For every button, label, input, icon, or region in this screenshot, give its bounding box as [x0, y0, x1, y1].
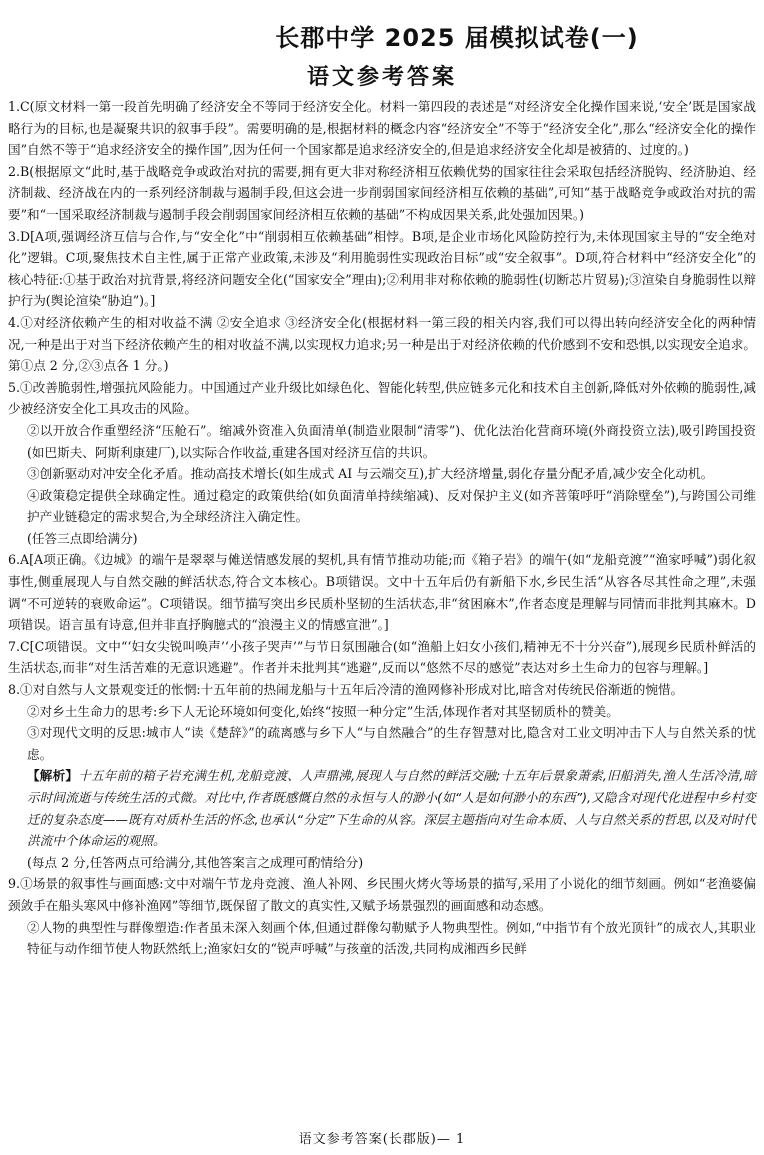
answer-8-scoring-note: (每点 2 分,任答两点可给满分,其他答案言之成理可酌情给分): [27, 854, 364, 870]
answer-5-point-3: ③创新驱动对冲安全化矛盾。推动高技术增长(如生成式 AI 与云端交互),扩大经济增量,弱化存量分配矛盾,减少安全化动机。: [27, 466, 714, 482]
analysis-text: 十五年前的箱子岩充满生机,龙船竞渡、人声鼎沸,展现人与自然的鲜活交融;十五年后景象萧索,旧船消失,渔人生活冷清,暗示时间流逝与传统生活的式微。对比中,作者既感慨自然的永恒与人的渺小(如“人是如何渺小的东西”),又隐含对现代化进程中乡村变迁的复杂态度——既有对质朴生活的怀念,也承认“分定”下生命的从容。深层主题指向对生命本质、人与自然关系的哲思,以及对时代洪流中个体命运的观照。: [27, 768, 757, 849]
answer-8-point-1: 8.①对自然与人文景观变迁的怅惘:十五年前的热闹龙船与十五年后冷清的渔网修补形成对比,暗含对传统民俗渐逝的惋惜。: [8, 682, 684, 698]
answer-3: 3.D[A项,强调经济互信与合作,与“安全化”中“削弱相互依赖基础”相悖。B项,是企业市场化风险防控行为,未体现国家主导的“安全绝对化”逻辑。C项,聚焦技术自主性,属于正常产业政策,未涉及“利用脆弱性实现政治目标”或“安全叙事”。D项,符合材料中“经济安全化”的核心特征:①基于政治对抗背景,将经济问题安全化(“国家安全”理由);②利用非对称依赖的脆弱性(切断芯片贸易);③渲染自身脆弱性以辩护行为(舆论渲染“胁迫”)。]: [8, 228, 756, 309]
answer-5-point-2: ②以开放合作重塑经济“压舱石”。缩减外资准入负面清单(制造业限制“清零”)、优化法治化营商环境(外商投资立法),吸引跨国投资(如巴斯夫、阿斯利康建厂),以实际合作收益,重建各国对经济互信的共识。: [27, 422, 756, 460]
answer-8-analysis: [8, 765, 756, 851]
answer-8-point-3: ③对现代文明的反思:城市人“读《楚辞》”的疏离感与乡下人“与自然融合”的生存智慧对比,隐含对工业文明冲击下人与自然关系的忧虑。: [27, 725, 756, 762]
answer-5-point-1: 5.①改善脆弱性,增强抗风险能力。中国通过产业升级比如绿色化、智能化转型,供应链多元化和技术自主创新,降低对外依赖的脆弱性,减少被经济安全化工具攻击的风险。: [8, 379, 756, 417]
answer-5-point-4: ④政策稳定提供全球确定性。通过稳定的政策供给(如负面清单持续缩减)、反对保护主义(如齐菩策呼吁“消除壁垒”),与跨国公司维护产业链稳定的需求契合,为全球经济注入确定性。: [27, 487, 756, 525]
answer-key-title: 语文参考答案: [306, 65, 457, 90]
answer-4: 4.①对经济依赖产生的相对收益不满 ②安全追求 ③经济安全化(根据材料一第三段的相关内容,我们可以得出转向经济安全化的两种情况,一种是出于对当下经济依赖产生的相对收益不满,以实现权力追求;另一种是出于对经济依赖的代价感到不安和恐惧,以实现安全追求。第①点 2 分,②③点各 1 分。): [8, 314, 756, 374]
answer-2: 2.B(根据原文“此时,基于战略竞争或政治对抗的需要,拥有更大非对称经济相互依赖优势的国家往往会采取包括经济脱钩、经济胁迫、经济制裁、经济战在内的一系列经济制裁与遏制手段,但这会进一步削弱国家间经济相互依赖的基础”,可知“基于战略竞争或政治对抗的需要”和“一国采取经济制裁与遏制手段会削弱国家间经济相互依赖的基础”不构成因果关系,此处强加因果。): [8, 163, 756, 222]
answer-9-point-1: 9.①场景的叙事性与画面感:文中对端午节龙舟竞渡、渔人补网、乡民围火烤火等场景的描写,采用了小说化的细节刻画。例如“老渔婆偏颈敛手在船头寒风中修补渔网”等细节,既保留了散文的真实性,又赋予场景强烈的画面感和动态感。: [8, 876, 756, 913]
answer-7: 7.C[C项错误。文中“‘妇女尖锐叫唤声’‘小孩子哭声’”与节日氛围融合(如“渔船上妇女小孩们,精神无不十分兴奋”),展现乡民质朴鲜活的生活状态,而非“对生活苦难的无意识逃避”。作者并未批判其“逃避”,反而以“悠然不尽的感觉”表达对乡土生命力的包容与理解。]: [8, 638, 756, 676]
answer-5-scoring-note: (任答三点即给满分): [27, 530, 138, 546]
answer-8-point-2: ②对乡土生命力的思考:乡下人无论环境如何变化,始终“按照一种分定”生活,体现作者对其坚韧质朴的赞美。: [27, 703, 619, 719]
page-footer: 语文参考答案(长郡版)— 1: [298, 1132, 466, 1147]
answer-1: 1.C(原文材料一第一段首先明确了经济安全不等同于经济安全化。材料一第四段的表述是“对经济安全化操作国来说,‘安全’既是国家战略行为的目标,也是凝聚共识的叙事手段”。需要明确的是,根据材料的概念内容“经济安全”不等于“经济安全化”,那么“经济安全化的操作国”自然不等于“追求经济安全的操作国”,因为任何一个国家都是追求经济安全的,但是追求经济安全化却是被猜的、过度的。): [8, 99, 756, 158]
answer-content: [8, 96, 756, 960]
answer-9-point-2: ②人物的典型性与群像塑造:作者虽未深入刻画个体,但通过群像勾勒赋予人物典型性。例如,“中指节有个放光顶针”的成衣人,其职业特征与动作细节使人物跃然纸上;渔家妇女的“锐声呼喊”与孩童的活泼,共同构成湘西乡民鲜: [27, 919, 756, 957]
analysis-label: 【解析】: [27, 768, 79, 784]
exam-title: 长郡中学 2025 届模拟试卷(一): [275, 24, 639, 52]
answer-6: 6.A[A项正确。《边城》的端午是翠翠与傩送情感发展的契机,具有情节推动功能;而《箱子岩》的端午(如“龙船竞渡”“渔家呼喊”)弱化叙事性,侧重展现人与自然交融的鲜活状态,符合文本核心。B项错误。文中十五年后仍有新船下水,乡民生活“从容各尽其性命之理”,未强调“不可逆转的衰败命运”。C项错误。细节描写突出乡民质朴坚韧的生活状态,非“贫困麻木”,作者态度是理解与同情而非批判其麻木。D项错误。语言虽有诗意,但并非直抒胸臆式的“浪漫主义的情感宣泄”。]: [8, 552, 756, 633]
